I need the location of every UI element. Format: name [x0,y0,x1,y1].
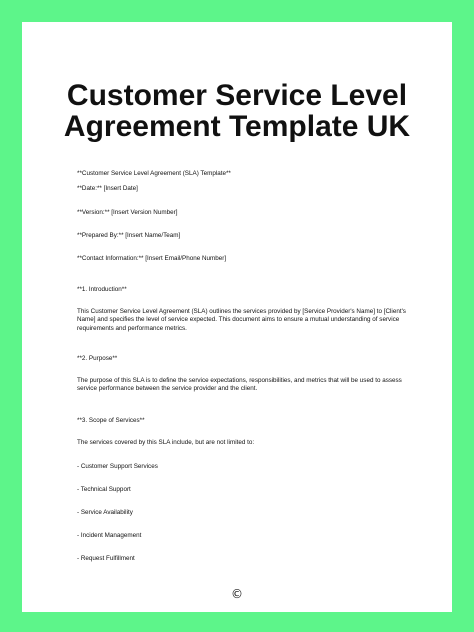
section-scope-heading: **3. Scope of Services** [77,417,145,424]
section-introduction-heading: **1. Introduction** [77,286,127,293]
document-page [22,22,452,612]
introduction-paragraph: This Customer Service Level Agreement (SLA) outlines the services provided by [Service Provider's Name] to [Client's Name] and specifies the level of service expected. This document aims to ensure a mutual understanding of service requirements and performance metrics. [77,308,406,332]
contact-line: **Contact Information:** [Insert Email/Phone Number] [77,255,227,262]
section-purpose-heading: **2. Purpose** [77,355,118,362]
copyright-icon: © [231,587,243,601]
prepared-by-line: **Prepared By:** [Insert Name/Team] [77,232,181,239]
purpose-paragraph: The purpose of this SLA is to define the service expectations, responsibilities, and metrics that will be used to assess service performance between the service provider and the client. [77,377,402,393]
document-title: Customer Service Level Agreement Template UK [63,79,411,143]
date-line: **Date:** [Insert Date] [77,185,138,192]
list-item: - Technical Support [77,486,131,493]
version-line: **Version:** [Insert Version Number] [77,209,178,216]
list-item: - Incident Management [77,532,142,539]
list-item: - Request Fulfillment [77,555,135,562]
sla-heading: **Customer Service Level Agreement (SLA) Template** [77,170,231,177]
list-item: - Customer Support Services [77,463,158,470]
scope-intro: The services covered by this SLA include, but are not limited to: [77,439,255,446]
list-item: - Service Availability [77,509,133,516]
